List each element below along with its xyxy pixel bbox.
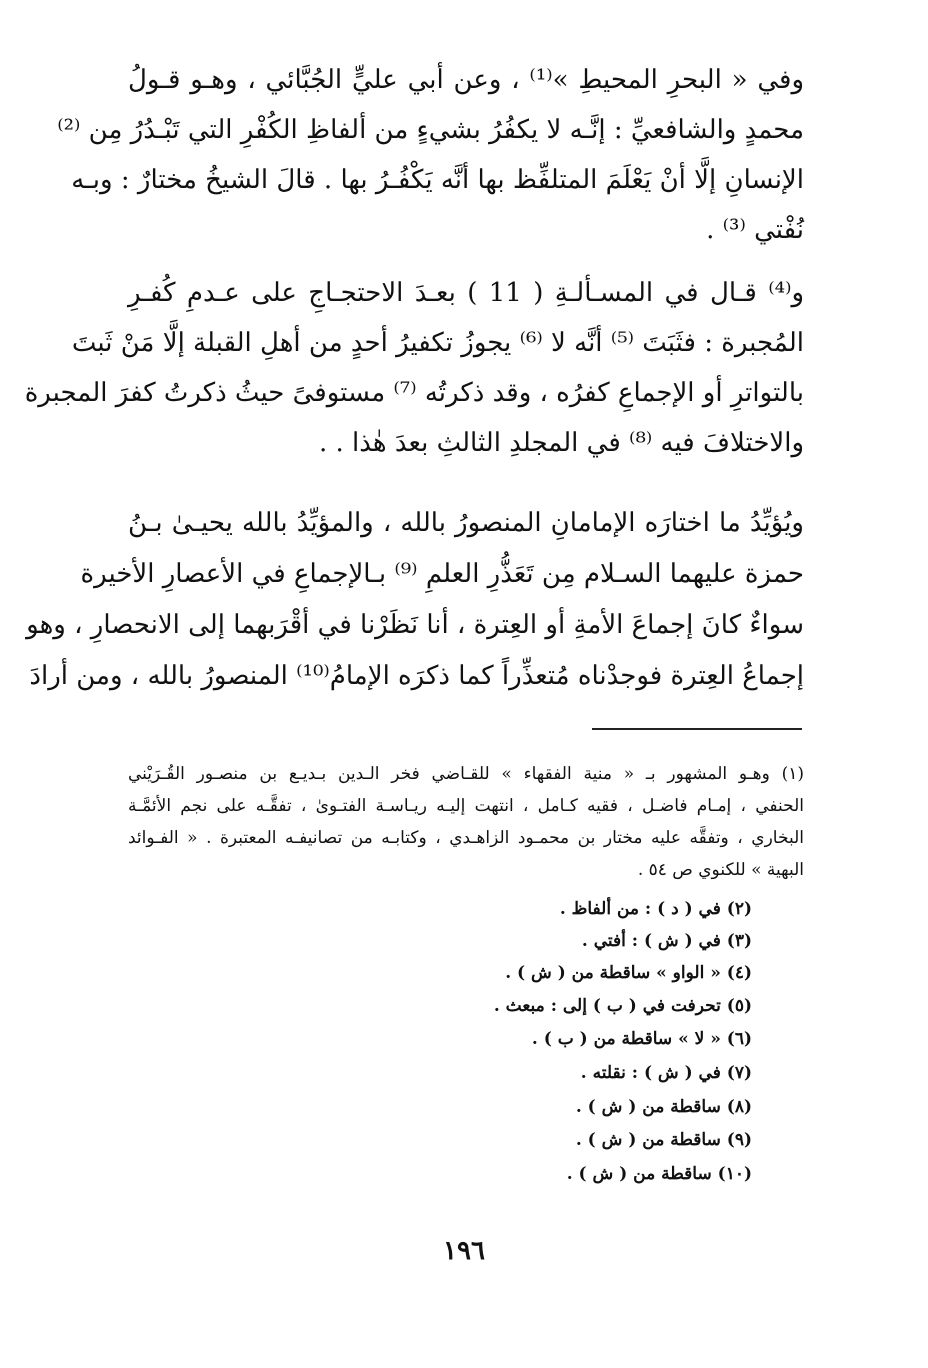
footnote-7: (٧) في ( ش ) : نقلته . [580, 1063, 752, 1083]
footnote-line: الحنفي ، إمـام فاضـل ، فقيه كـامل ، انتهت إليـه ريـاسـة الفتـوىٰ ، تفقَّـه على نجم الأئمَّـة [128, 796, 804, 816]
text-line: محمدٍ والشافعيِّ : إنَّـه لا يكفُرُ بشيءٍ من ألفاظِ الكُفْرِ التي تَبْـدُرُ مِن ⁽²⁾ [57, 115, 804, 145]
footnote-10: (١٠) ساقطة من ( ش ) . [566, 1164, 752, 1184]
footnote-divider [592, 728, 802, 730]
footnote-line: البهية » للكنوي ص ٥٤ . [637, 860, 804, 880]
text-line: نُفْتي ⁽³⁾ . [706, 215, 804, 245]
text-line: والاختلافَ فيه ⁽⁸⁾ في المجلدِ الثالثِ بعدَ هٰذا . . [318, 428, 804, 458]
text-line: ويُؤيِّدُ ما اختارَه الإمامانِ المنصورُ بالله ، والمؤيِّدُ بالله يحيـىٰ بـنُ [128, 508, 804, 538]
footnote-line: البخاري ، وتفقَّه عليه مختار بن محمـود الزاهـدي ، وكتابـه من تصانيفـه المعتبرة . « الفـوائد [128, 828, 804, 848]
footnote-2: (٢) في ( د ) : من ألفاظ . [559, 899, 752, 919]
footnote-8: (٨) ساقطة من ( ش ) . [575, 1097, 752, 1117]
footnote-5: (٥) تحرفت في ( ب ) إلى : مبعث . [493, 996, 752, 1016]
text-line: و⁽⁴⁾ قـال في المسـألـةِ ( 11 ) بعـدَ الاحتجـاجِ على عـدمِ كُفـرِ [128, 278, 805, 308]
text-line: حمزة عليهما السـلام مِن تَعَذُّرِ العلمِ ⁽⁹⁾ بـالإجماعِ في الأعصارِ الأخيرة [80, 559, 804, 589]
text-line: بالتواترِ أو الإجماعِ كفرُه ، وقد ذكرتُه ⁽⁷⁾ مستوفىً حيثُ ذكرتُ كفرَ المجبرة [24, 378, 804, 408]
footnote-9: (٩) ساقطة من ( ش ) . [575, 1130, 752, 1150]
footnote-line: (١) وهـو المشهور بـ « منية الفقهاء » للقـاضي فخر الـدين بـديـع بن منصـور القُـرَيْني [128, 764, 804, 784]
footnote-4: (٤) « الواو » ساقطة من ( ش ) . [505, 963, 752, 983]
footnote-6: (٦) « لا » ساقطة من ( ب ) . [531, 1029, 752, 1049]
text-line: الإنسانِ إلَّا أنْ يَعْلَمَ المتلفِّظ بها أنَّه يَكْفُـرُ بها . قالَ الشيخُ مختارٌ : وبـه [71, 165, 804, 195]
text-line: وفي « البحرِ المحيطِ »⁽¹⁾ ، وعن أبي عليٍّ الجُبَّائي ، وهـو قـولُ [128, 65, 804, 95]
text-line: إجماعُ العِترة فوجدْناه مُتعذِّراً كما ذكرَه الإمامُ⁽¹⁰⁾ المنصورُ بالله ، ومن أرادَ [29, 661, 804, 691]
footnote-3: (٣) في ( ش ) : أفتي . [581, 931, 752, 951]
text-line: سواءٌ كانَ إجماعَ الأمةِ أو العِترة ، أنا نَظَرْنا في أقْرَبهما إلى الانحصارِ ، وهو [26, 610, 804, 640]
page-number: ١٩٦ [443, 1236, 485, 1266]
text-line: المُجبرة : فثَبَتَ ⁽⁵⁾ أنَّه لا ⁽⁶⁾ يجوزُ تكفيرُ أحدٍ من أهلِ القبلة إلَّا مَنْ ثَبتَ [71, 328, 804, 358]
